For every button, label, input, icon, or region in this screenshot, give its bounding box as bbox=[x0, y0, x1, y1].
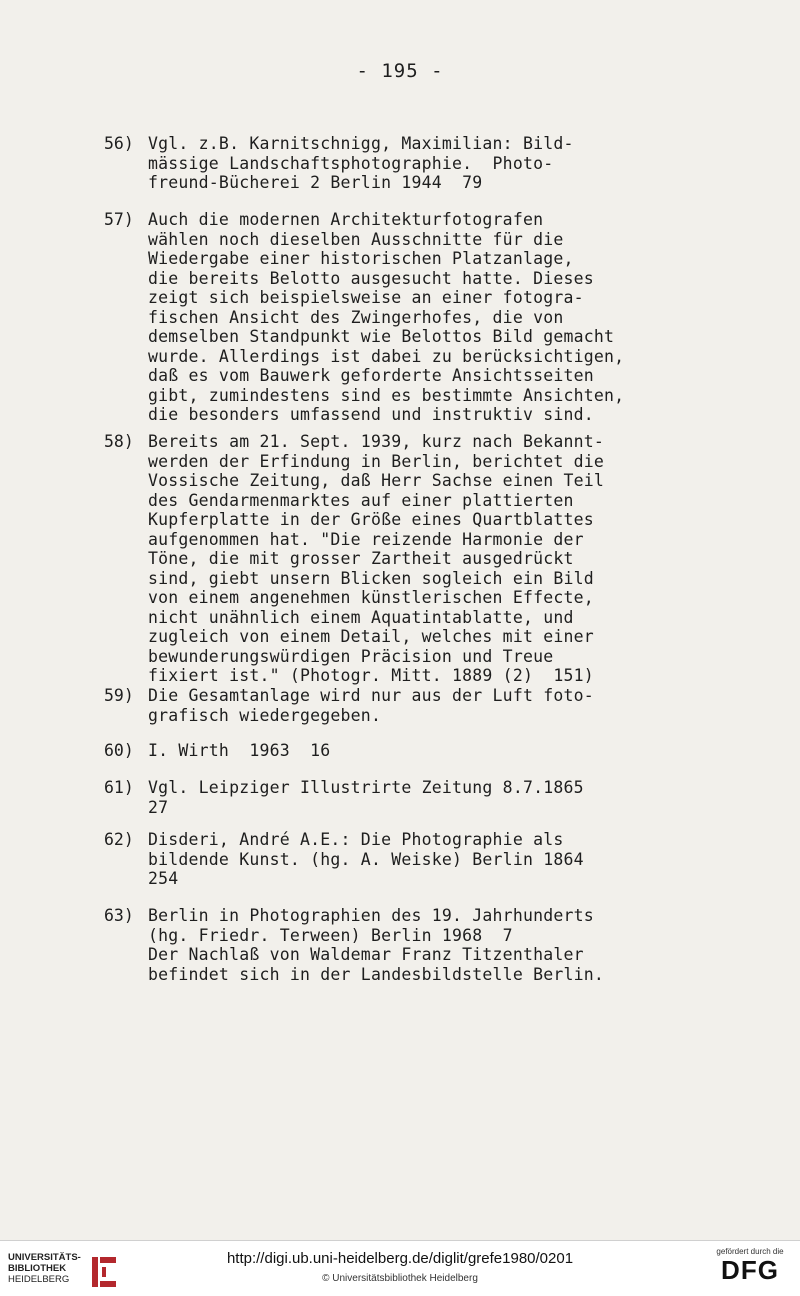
dfg-wordmark: DFG bbox=[721, 1255, 779, 1285]
footnote-number: 60) bbox=[104, 741, 134, 760]
page-number: - 195 - bbox=[356, 60, 444, 82]
footnote-63 bbox=[104, 906, 664, 984]
viewer-footer bbox=[0, 1240, 800, 1296]
footnote-line: sind, giebt unsern Blicken sogleich ein Bild bbox=[148, 568, 594, 588]
footnote-line: Vgl. z.B. Karnitschnigg, Maximilian: Bild- bbox=[148, 134, 574, 153]
footnote-line: Der Nachlaß von Waldemar Franz Titzenthaler bbox=[148, 945, 584, 964]
footnote-line: von einem angenehmen künstlerischen Effecte, bbox=[148, 588, 594, 607]
footnote-line: Bereits am 21. Sept. 1939, kurz nach Bekannt- bbox=[148, 432, 605, 451]
footnote-line: gibt, zumindestens sind es bestimmte Ansichten, bbox=[148, 385, 625, 405]
footnote-line: Wiedergabe einer historischen Platzanlage, bbox=[148, 249, 574, 268]
library-name-line: HEIDELBERG bbox=[8, 1274, 70, 1285]
footnote-line: Die Gesamtanlage wird nur aus der Luft foto- bbox=[148, 686, 594, 705]
footnote-line: die bereits Belotto ausgesucht hatte. Dieses bbox=[148, 268, 594, 288]
footnote-number: 62) bbox=[104, 830, 134, 849]
footnote-line: des Gendarmenmarktes auf einer plattierten bbox=[148, 490, 574, 510]
footnote-line: zeigt sich beispielsweise an einer fotogra- bbox=[148, 288, 584, 307]
footnote-number: 58) bbox=[104, 432, 134, 451]
footnote-61 bbox=[104, 778, 664, 817]
footnote-number: 61) bbox=[104, 778, 134, 797]
footnote-line: wählen noch dieselben Ausschnitte für die bbox=[148, 229, 564, 249]
footnote-line: die besonders umfassend und instruktiv sind. bbox=[148, 405, 594, 424]
library-name-line: UNIVERSITÄTS- bbox=[8, 1252, 81, 1263]
footnote-line: Vossische Zeitung, daß Herr Sachse einen Teil bbox=[148, 471, 605, 490]
footnote-line: Kupferplatte in der Größe eines Quartblattes bbox=[148, 510, 594, 529]
footnote-line: nicht unähnlich einem Aquatintablatte, und bbox=[148, 607, 574, 627]
footnote-line: I. Wirth 1963 16 bbox=[148, 741, 331, 760]
copyright-notice: © Universitätsbibliothek Heidelberg bbox=[322, 1273, 478, 1284]
footnote-line: zugleich von einem Detail, welches mit einer bbox=[148, 627, 594, 646]
footnote-58 bbox=[104, 432, 664, 686]
footnote-line: Disderi, André A.E.: Die Photographie als bbox=[148, 830, 564, 849]
footnote-62 bbox=[104, 830, 664, 889]
footnote-line: bildende Kunst. (hg. A. Weiske) Berlin 1864 bbox=[148, 849, 584, 869]
footnote-line: Auch die modernen Architekturfotografen bbox=[148, 210, 544, 229]
footnote-number: 63) bbox=[104, 906, 134, 925]
library-name-line: BIBLIOTHEK bbox=[8, 1263, 67, 1274]
dfg-logo[interactable] bbox=[710, 1247, 790, 1284]
page-url-link[interactable]: http://digi.ub.uni-heidelberg.de/diglit/grefe1980/0201 bbox=[226, 1250, 574, 1267]
footnote-line: befindet sich in der Landesbildstelle Berlin. bbox=[148, 964, 605, 984]
footnote-line: (hg. Friedr. Terween) Berlin 1968 7 bbox=[148, 925, 513, 945]
footnote-line: fixiert ist." (Photogr. Mitt. 1889 (2) 151) bbox=[148, 666, 594, 685]
footnote-line: grafisch wiedergegeben. bbox=[148, 705, 382, 725]
footnote-number: 59) bbox=[104, 686, 134, 705]
footnote-number: 56) bbox=[104, 134, 134, 153]
footnote-number: 57) bbox=[104, 210, 134, 229]
footnote-59 bbox=[104, 686, 664, 725]
footnote-line: freund-Bücherei 2 Berlin 1944 79 bbox=[148, 173, 483, 192]
footnote-line: wurde. Allerdings ist dabei zu berücksichtigen, bbox=[148, 346, 625, 366]
footnote-line: Berlin in Photographien des 19. Jahrhunderts bbox=[148, 906, 594, 925]
footnote-line: fischen Ansicht des Zwingerhofes, die von bbox=[148, 307, 564, 327]
footnote-line: Töne, die mit grosser Zartheit ausgedrückt bbox=[148, 549, 574, 568]
footnote-line: bewunderungswürdigen Präcision und Treue bbox=[148, 646, 554, 666]
footnote-line: 27 bbox=[148, 797, 169, 817]
footnote-line: Vgl. Leipziger Illustrirte Zeitung 8.7.1865 bbox=[148, 778, 584, 797]
footnote-line: daß es vom Bauwerk geforderte Ansichtsseiten bbox=[148, 366, 594, 385]
footnote-line: 254 bbox=[148, 869, 179, 888]
footnote-line: werden der Erfindung in Berlin, berichtet die bbox=[148, 451, 605, 471]
footnote-56 bbox=[104, 134, 664, 193]
footnote-60 bbox=[104, 741, 664, 761]
footnote-57 bbox=[104, 210, 664, 425]
footnote-line: mässige Landschaftsphotographie. Photo- bbox=[148, 153, 554, 173]
footnote-line: aufgenommen hat. "Die reizende Harmonie der bbox=[148, 529, 584, 549]
footnote-line: demselben Standpunkt wie Belottos Bild gemacht bbox=[148, 327, 615, 346]
funded-by-label: gefördert durch die bbox=[716, 1247, 784, 1256]
